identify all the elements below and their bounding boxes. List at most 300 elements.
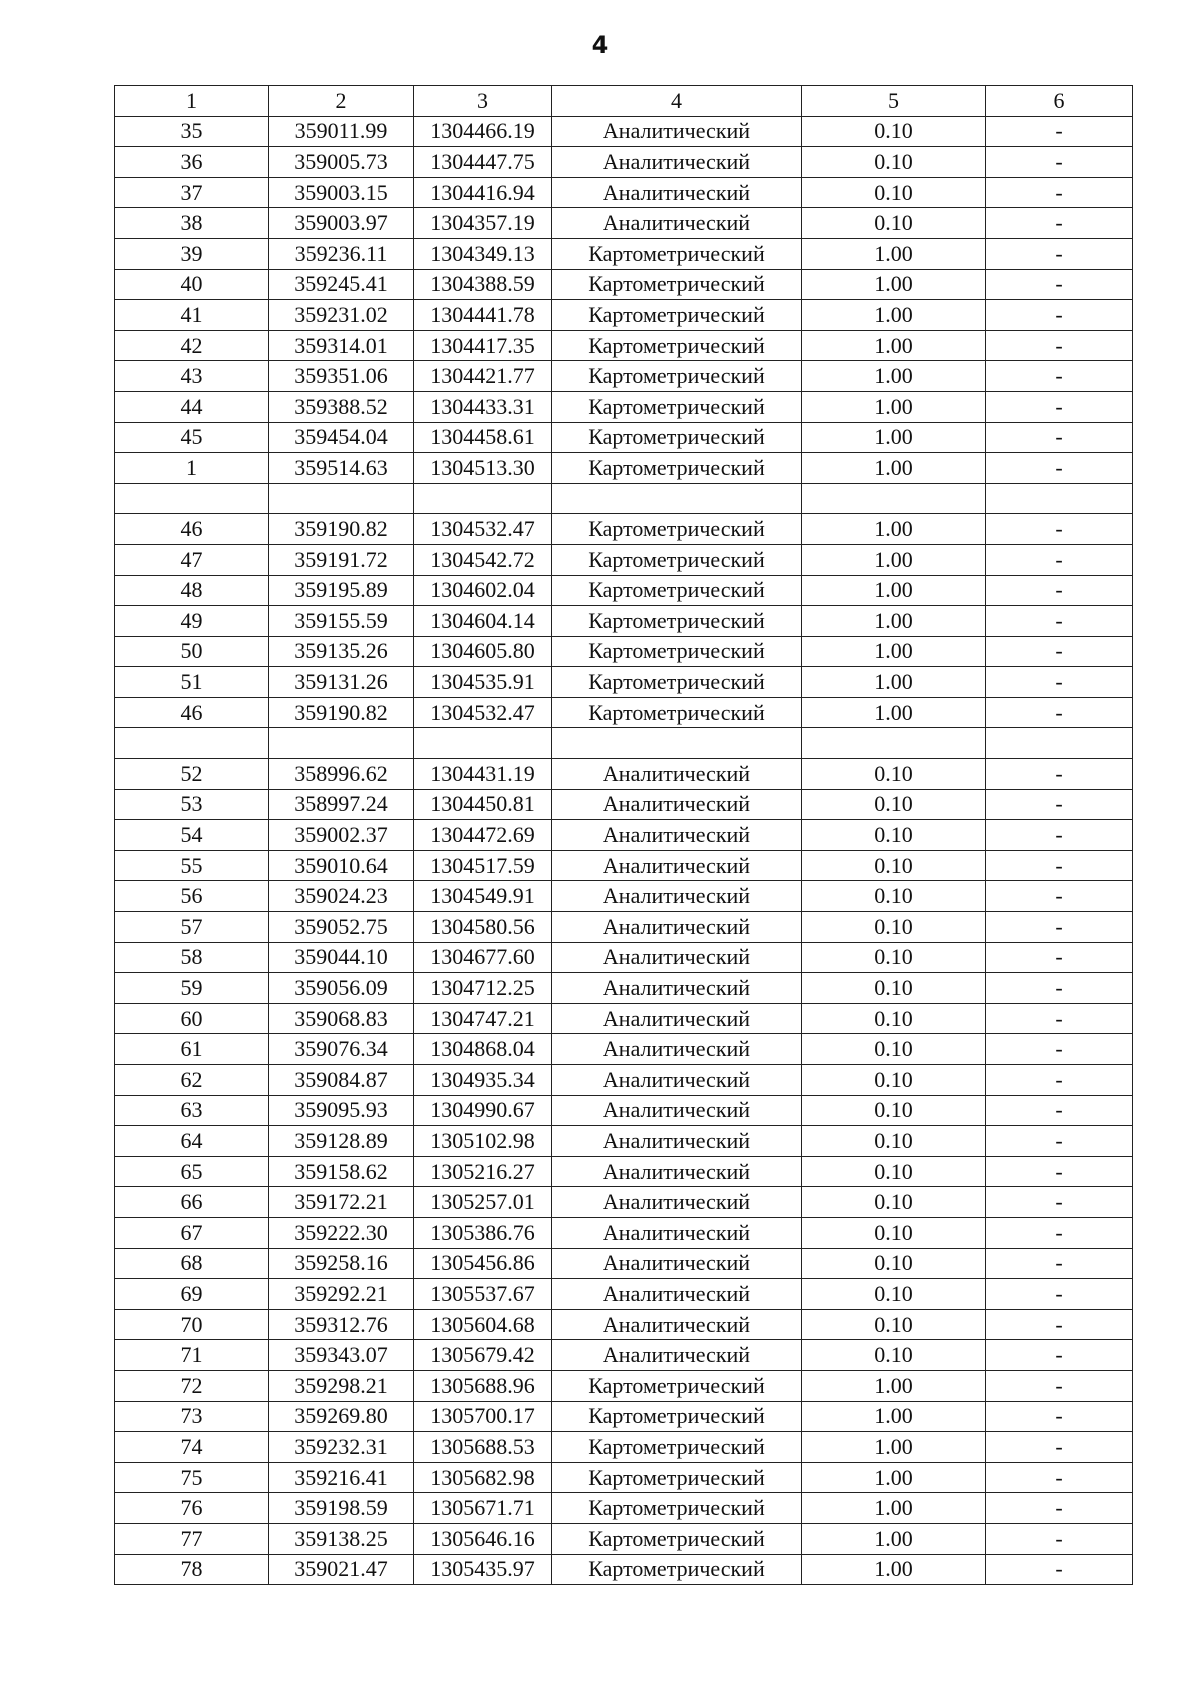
cell-x-coordinate xyxy=(269,483,414,514)
table-row xyxy=(115,1126,1133,1157)
cell-point-number: 47 xyxy=(115,544,269,575)
cell-accuracy: 0.10 xyxy=(802,1309,986,1340)
cell-note: - xyxy=(986,912,1133,943)
cell-y-coordinate: 1304349.13 xyxy=(414,238,552,269)
cell-y-coordinate: 1304417.35 xyxy=(414,330,552,361)
cell-accuracy: 0.10 xyxy=(802,1095,986,1126)
cell-point-number: 72 xyxy=(115,1370,269,1401)
cell-method: Аналитический xyxy=(552,1248,802,1279)
cell-y-coordinate: 1305682.98 xyxy=(414,1462,552,1493)
cell-point-number: 45 xyxy=(115,422,269,453)
cell-y-coordinate: 1304431.19 xyxy=(414,759,552,790)
cell-method: Аналитический xyxy=(552,208,802,239)
table-row xyxy=(115,544,1133,575)
table-row xyxy=(115,1340,1133,1371)
header-cell-3: 3 xyxy=(414,86,552,117)
cell-accuracy: 0.10 xyxy=(802,1065,986,1096)
cell-accuracy: 1.00 xyxy=(802,1462,986,1493)
cell-y-coordinate: 1304466.19 xyxy=(414,116,552,147)
cell-y-coordinate: 1304458.61 xyxy=(414,422,552,453)
cell-note: - xyxy=(986,1187,1133,1218)
table-row xyxy=(115,1462,1133,1493)
cell-note: - xyxy=(986,238,1133,269)
cell-point-number: 40 xyxy=(115,269,269,300)
cell-point-number xyxy=(115,728,269,759)
cell-y-coordinate: 1305456.86 xyxy=(414,1248,552,1279)
cell-accuracy: 1.00 xyxy=(802,1493,986,1524)
cell-note: - xyxy=(986,575,1133,606)
cell-x-coordinate: 359298.21 xyxy=(269,1370,414,1401)
cell-note: - xyxy=(986,208,1133,239)
cell-method: Аналитический xyxy=(552,1003,802,1034)
cell-accuracy: 0.10 xyxy=(802,1248,986,1279)
cell-note: - xyxy=(986,850,1133,881)
cell-x-coordinate: 359351.06 xyxy=(269,361,414,392)
table-body xyxy=(115,116,1133,1585)
cell-note: - xyxy=(986,453,1133,484)
cell-y-coordinate: 1304416.94 xyxy=(414,177,552,208)
cell-y-coordinate: 1305679.42 xyxy=(414,1340,552,1371)
cell-point-number: 78 xyxy=(115,1554,269,1585)
cell-note: - xyxy=(986,1217,1133,1248)
cell-note: - xyxy=(986,606,1133,637)
cell-accuracy: 1.00 xyxy=(802,667,986,698)
cell-x-coordinate: 359003.15 xyxy=(269,177,414,208)
cell-y-coordinate: 1304433.31 xyxy=(414,391,552,422)
coordinates-table xyxy=(114,85,1133,1585)
table-row xyxy=(115,269,1133,300)
cell-y-coordinate: 1305386.76 xyxy=(414,1217,552,1248)
cell-x-coordinate: 359388.52 xyxy=(269,391,414,422)
cell-point-number: 36 xyxy=(115,147,269,178)
cell-note: - xyxy=(986,789,1133,820)
table-row xyxy=(115,973,1133,1004)
cell-accuracy: 1.00 xyxy=(802,1523,986,1554)
cell-x-coordinate: 359131.26 xyxy=(269,667,414,698)
cell-point-number: 53 xyxy=(115,789,269,820)
cell-point-number: 1 xyxy=(115,453,269,484)
cell-point-number: 54 xyxy=(115,820,269,851)
table-row xyxy=(115,759,1133,790)
cell-accuracy: 1.00 xyxy=(802,544,986,575)
cell-point-number: 48 xyxy=(115,575,269,606)
cell-accuracy: 0.10 xyxy=(802,116,986,147)
cell-note xyxy=(986,728,1133,759)
cell-point-number: 77 xyxy=(115,1523,269,1554)
cell-method: Картометрический xyxy=(552,238,802,269)
cell-note: - xyxy=(986,1554,1133,1585)
cell-x-coordinate: 359138.25 xyxy=(269,1523,414,1554)
table-row xyxy=(115,820,1133,851)
cell-note: - xyxy=(986,1279,1133,1310)
cell-method: Аналитический xyxy=(552,820,802,851)
cell-x-coordinate: 359005.73 xyxy=(269,147,414,178)
cell-note: - xyxy=(986,1401,1133,1432)
cell-method: Картометрический xyxy=(552,514,802,545)
cell-y-coordinate: 1305102.98 xyxy=(414,1126,552,1157)
table-row xyxy=(115,912,1133,943)
cell-point-number: 62 xyxy=(115,1065,269,1096)
cell-point-number: 46 xyxy=(115,697,269,728)
cell-method: Аналитический xyxy=(552,1279,802,1310)
cell-method: Картометрический xyxy=(552,269,802,300)
table-row xyxy=(115,789,1133,820)
cell-y-coordinate xyxy=(414,728,552,759)
cell-point-number: 37 xyxy=(115,177,269,208)
cell-point-number: 64 xyxy=(115,1126,269,1157)
cell-accuracy: 0.10 xyxy=(802,850,986,881)
cell-x-coordinate: 359343.07 xyxy=(269,1340,414,1371)
cell-accuracy: 1.00 xyxy=(802,453,986,484)
table-separator-row xyxy=(115,483,1133,514)
header-cell-2: 2 xyxy=(269,86,414,117)
cell-method: Картометрический xyxy=(552,1523,802,1554)
cell-x-coordinate: 358996.62 xyxy=(269,759,414,790)
cell-x-coordinate: 359198.59 xyxy=(269,1493,414,1524)
cell-point-number: 61 xyxy=(115,1034,269,1065)
cell-y-coordinate: 1304441.78 xyxy=(414,300,552,331)
cell-accuracy: 1.00 xyxy=(802,697,986,728)
table-row xyxy=(115,453,1133,484)
cell-x-coordinate: 359095.93 xyxy=(269,1095,414,1126)
cell-note: - xyxy=(986,1126,1133,1157)
cell-method: Картометрический xyxy=(552,544,802,575)
table-row xyxy=(115,208,1133,239)
table-separator-row xyxy=(115,728,1133,759)
header-cell-4: 4 xyxy=(552,86,802,117)
table-row xyxy=(115,850,1133,881)
cell-note: - xyxy=(986,147,1133,178)
cell-accuracy: 1.00 xyxy=(802,269,986,300)
cell-note: - xyxy=(986,1432,1133,1463)
cell-y-coordinate: 1304549.91 xyxy=(414,881,552,912)
cell-accuracy: 0.10 xyxy=(802,208,986,239)
cell-y-coordinate: 1304604.14 xyxy=(414,606,552,637)
cell-accuracy: 0.10 xyxy=(802,820,986,851)
cell-x-coordinate: 359068.83 xyxy=(269,1003,414,1034)
cell-method: Аналитический xyxy=(552,1065,802,1096)
table-row xyxy=(115,636,1133,667)
cell-method: Картометрический xyxy=(552,361,802,392)
cell-y-coordinate: 1304388.59 xyxy=(414,269,552,300)
cell-note: - xyxy=(986,942,1133,973)
cell-accuracy: 1.00 xyxy=(802,1401,986,1432)
cell-method xyxy=(552,483,802,514)
cell-method xyxy=(552,728,802,759)
cell-y-coordinate: 1304605.80 xyxy=(414,636,552,667)
cell-y-coordinate: 1304712.25 xyxy=(414,973,552,1004)
cell-x-coordinate: 358997.24 xyxy=(269,789,414,820)
header-cell-6: 6 xyxy=(986,86,1133,117)
cell-note: - xyxy=(986,636,1133,667)
cell-method: Аналитический xyxy=(552,912,802,943)
cell-accuracy: 1.00 xyxy=(802,575,986,606)
table-row xyxy=(115,1034,1133,1065)
cell-note xyxy=(986,483,1133,514)
cell-method: Аналитический xyxy=(552,789,802,820)
cell-point-number: 74 xyxy=(115,1432,269,1463)
cell-note: - xyxy=(986,116,1133,147)
cell-point-number: 63 xyxy=(115,1095,269,1126)
cell-x-coordinate: 359003.97 xyxy=(269,208,414,239)
cell-accuracy: 0.10 xyxy=(802,942,986,973)
cell-point-number: 55 xyxy=(115,850,269,881)
cell-note: - xyxy=(986,1523,1133,1554)
cell-method: Аналитический xyxy=(552,1217,802,1248)
header-row xyxy=(115,86,1133,117)
cell-y-coordinate: 1304532.47 xyxy=(414,514,552,545)
cell-accuracy: 1.00 xyxy=(802,361,986,392)
cell-x-coordinate: 359084.87 xyxy=(269,1065,414,1096)
cell-x-coordinate: 359076.34 xyxy=(269,1034,414,1065)
table-row xyxy=(115,1279,1133,1310)
cell-x-coordinate: 359191.72 xyxy=(269,544,414,575)
cell-accuracy: 0.10 xyxy=(802,1217,986,1248)
cell-x-coordinate: 359190.82 xyxy=(269,514,414,545)
cell-x-coordinate: 359190.82 xyxy=(269,697,414,728)
cell-accuracy: 0.10 xyxy=(802,1003,986,1034)
cell-y-coordinate: 1304513.30 xyxy=(414,453,552,484)
table-row xyxy=(115,881,1133,912)
cell-accuracy: 1.00 xyxy=(802,1432,986,1463)
cell-x-coordinate: 359231.02 xyxy=(269,300,414,331)
table-row xyxy=(115,238,1133,269)
cell-method: Картометрический xyxy=(552,1462,802,1493)
cell-x-coordinate: 359002.37 xyxy=(269,820,414,851)
cell-method: Аналитический xyxy=(552,1095,802,1126)
cell-point-number: 49 xyxy=(115,606,269,637)
cell-point-number: 39 xyxy=(115,238,269,269)
cell-note: - xyxy=(986,330,1133,361)
page-number: 4 xyxy=(591,31,609,59)
cell-y-coordinate xyxy=(414,483,552,514)
cell-accuracy: 0.10 xyxy=(802,912,986,943)
cell-x-coordinate: 359128.89 xyxy=(269,1126,414,1157)
cell-method: Аналитический xyxy=(552,881,802,912)
cell-accuracy: 1.00 xyxy=(802,514,986,545)
cell-point-number: 38 xyxy=(115,208,269,239)
cell-accuracy: 1.00 xyxy=(802,606,986,637)
cell-method: Картометрический xyxy=(552,606,802,637)
table-row xyxy=(115,1493,1133,1524)
cell-note: - xyxy=(986,759,1133,790)
cell-point-number: 68 xyxy=(115,1248,269,1279)
cell-accuracy: 0.10 xyxy=(802,147,986,178)
cell-method: Картометрический xyxy=(552,1493,802,1524)
cell-x-coordinate: 359216.41 xyxy=(269,1462,414,1493)
cell-x-coordinate: 359245.41 xyxy=(269,269,414,300)
cell-y-coordinate: 1304677.60 xyxy=(414,942,552,973)
table-row xyxy=(115,1217,1133,1248)
cell-point-number: 69 xyxy=(115,1279,269,1310)
cell-note: - xyxy=(986,1370,1133,1401)
cell-note: - xyxy=(986,1095,1133,1126)
cell-note: - xyxy=(986,667,1133,698)
cell-method: Картометрический xyxy=(552,1401,802,1432)
cell-point-number: 60 xyxy=(115,1003,269,1034)
cell-accuracy: 0.10 xyxy=(802,1340,986,1371)
cell-point-number: 57 xyxy=(115,912,269,943)
cell-y-coordinate: 1304747.21 xyxy=(414,1003,552,1034)
cell-point-number: 50 xyxy=(115,636,269,667)
cell-method: Аналитический xyxy=(552,177,802,208)
table-row xyxy=(115,942,1133,973)
cell-x-coordinate: 359052.75 xyxy=(269,912,414,943)
cell-x-coordinate: 359312.76 xyxy=(269,1309,414,1340)
cell-note: - xyxy=(986,697,1133,728)
table-row xyxy=(115,361,1133,392)
cell-method: Аналитический xyxy=(552,759,802,790)
cell-note: - xyxy=(986,1462,1133,1493)
cell-point-number: 42 xyxy=(115,330,269,361)
cell-accuracy: 1.00 xyxy=(802,1554,986,1585)
cell-accuracy: 1.00 xyxy=(802,238,986,269)
cell-method: Картометрический xyxy=(552,391,802,422)
cell-x-coordinate: 359222.30 xyxy=(269,1217,414,1248)
table-row xyxy=(115,300,1133,331)
cell-method: Аналитический xyxy=(552,1034,802,1065)
table-row xyxy=(115,422,1133,453)
cell-y-coordinate: 1304535.91 xyxy=(414,667,552,698)
table-row xyxy=(115,575,1133,606)
cell-y-coordinate: 1304357.19 xyxy=(414,208,552,239)
cell-method: Аналитический xyxy=(552,973,802,1004)
table-row xyxy=(115,1370,1133,1401)
cell-x-coordinate: 359011.99 xyxy=(269,116,414,147)
cell-y-coordinate: 1305216.27 xyxy=(414,1156,552,1187)
cell-y-coordinate: 1304935.34 xyxy=(414,1065,552,1096)
cell-method: Картометрический xyxy=(552,300,802,331)
cell-y-coordinate: 1305537.67 xyxy=(414,1279,552,1310)
cell-method: Картометрический xyxy=(552,667,802,698)
table-row xyxy=(115,514,1133,545)
cell-accuracy: 0.10 xyxy=(802,1187,986,1218)
cell-x-coordinate: 359514.63 xyxy=(269,453,414,484)
cell-point-number: 56 xyxy=(115,881,269,912)
cell-point-number: 44 xyxy=(115,391,269,422)
cell-x-coordinate: 359010.64 xyxy=(269,850,414,881)
cell-y-coordinate: 1305646.16 xyxy=(414,1523,552,1554)
table-row xyxy=(115,1554,1133,1585)
cell-accuracy: 1.00 xyxy=(802,391,986,422)
cell-accuracy: 1.00 xyxy=(802,300,986,331)
cell-y-coordinate: 1304602.04 xyxy=(414,575,552,606)
cell-note: - xyxy=(986,361,1133,392)
cell-point-number: 41 xyxy=(115,300,269,331)
table-row xyxy=(115,1432,1133,1463)
table-header xyxy=(115,86,1133,117)
table-row xyxy=(115,1523,1133,1554)
table-row xyxy=(115,330,1133,361)
cell-y-coordinate: 1304532.47 xyxy=(414,697,552,728)
cell-y-coordinate: 1304450.81 xyxy=(414,789,552,820)
cell-point-number: 65 xyxy=(115,1156,269,1187)
cell-method: Картометрический xyxy=(552,453,802,484)
cell-point-number: 66 xyxy=(115,1187,269,1218)
header-cell-1: 1 xyxy=(115,86,269,117)
cell-note: - xyxy=(986,391,1133,422)
cell-note: - xyxy=(986,1003,1133,1034)
cell-method: Аналитический xyxy=(552,147,802,178)
table-row xyxy=(115,1156,1133,1187)
table-row xyxy=(115,147,1133,178)
cell-point-number: 51 xyxy=(115,667,269,698)
table-row xyxy=(115,391,1133,422)
cell-y-coordinate: 1304421.77 xyxy=(414,361,552,392)
cell-y-coordinate: 1304868.04 xyxy=(414,1034,552,1065)
cell-note: - xyxy=(986,1248,1133,1279)
table-row xyxy=(115,1187,1133,1218)
cell-method: Аналитический xyxy=(552,1340,802,1371)
cell-note: - xyxy=(986,1309,1133,1340)
cell-method: Картометрический xyxy=(552,422,802,453)
cell-point-number: 46 xyxy=(115,514,269,545)
cell-method: Аналитический xyxy=(552,942,802,973)
cell-y-coordinate: 1304542.72 xyxy=(414,544,552,575)
cell-method: Аналитический xyxy=(552,116,802,147)
cell-accuracy: 0.10 xyxy=(802,177,986,208)
cell-accuracy: 0.10 xyxy=(802,881,986,912)
cell-point-number: 43 xyxy=(115,361,269,392)
cell-y-coordinate: 1305671.71 xyxy=(414,1493,552,1524)
cell-y-coordinate: 1304472.69 xyxy=(414,820,552,851)
cell-y-coordinate: 1305688.53 xyxy=(414,1432,552,1463)
cell-x-coordinate: 359195.89 xyxy=(269,575,414,606)
cell-x-coordinate: 359232.31 xyxy=(269,1432,414,1463)
cell-method: Картометрический xyxy=(552,575,802,606)
cell-note: - xyxy=(986,177,1133,208)
cell-x-coordinate: 359155.59 xyxy=(269,606,414,637)
cell-y-coordinate: 1304990.67 xyxy=(414,1095,552,1126)
cell-x-coordinate: 359454.04 xyxy=(269,422,414,453)
cell-y-coordinate: 1305700.17 xyxy=(414,1401,552,1432)
cell-y-coordinate: 1305257.01 xyxy=(414,1187,552,1218)
cell-accuracy: 0.10 xyxy=(802,1279,986,1310)
cell-accuracy: 0.10 xyxy=(802,789,986,820)
cell-point-number: 59 xyxy=(115,973,269,1004)
header-cell-5: 5 xyxy=(802,86,986,117)
cell-note: - xyxy=(986,269,1133,300)
cell-note: - xyxy=(986,1034,1133,1065)
cell-accuracy: 1.00 xyxy=(802,422,986,453)
cell-method: Аналитический xyxy=(552,1126,802,1157)
cell-x-coordinate: 359292.21 xyxy=(269,1279,414,1310)
cell-y-coordinate: 1304580.56 xyxy=(414,912,552,943)
cell-accuracy: 0.10 xyxy=(802,1034,986,1065)
cell-x-coordinate: 359158.62 xyxy=(269,1156,414,1187)
cell-accuracy xyxy=(802,728,986,759)
cell-method: Картометрический xyxy=(552,1554,802,1585)
cell-point-number: 70 xyxy=(115,1309,269,1340)
cell-x-coordinate: 359024.23 xyxy=(269,881,414,912)
cell-accuracy: 0.10 xyxy=(802,759,986,790)
cell-x-coordinate: 359172.21 xyxy=(269,1187,414,1218)
cell-x-coordinate: 359044.10 xyxy=(269,942,414,973)
cell-x-coordinate: 359258.16 xyxy=(269,1248,414,1279)
cell-method: Картометрический xyxy=(552,1432,802,1463)
cell-point-number: 76 xyxy=(115,1493,269,1524)
table-row xyxy=(115,1248,1133,1279)
cell-method: Аналитический xyxy=(552,1187,802,1218)
cell-note: - xyxy=(986,973,1133,1004)
cell-accuracy: 0.10 xyxy=(802,973,986,1004)
cell-note: - xyxy=(986,1493,1133,1524)
cell-note: - xyxy=(986,544,1133,575)
cell-x-coordinate: 359021.47 xyxy=(269,1554,414,1585)
cell-accuracy: 1.00 xyxy=(802,636,986,667)
cell-method: Картометрический xyxy=(552,330,802,361)
cell-method: Картометрический xyxy=(552,636,802,667)
